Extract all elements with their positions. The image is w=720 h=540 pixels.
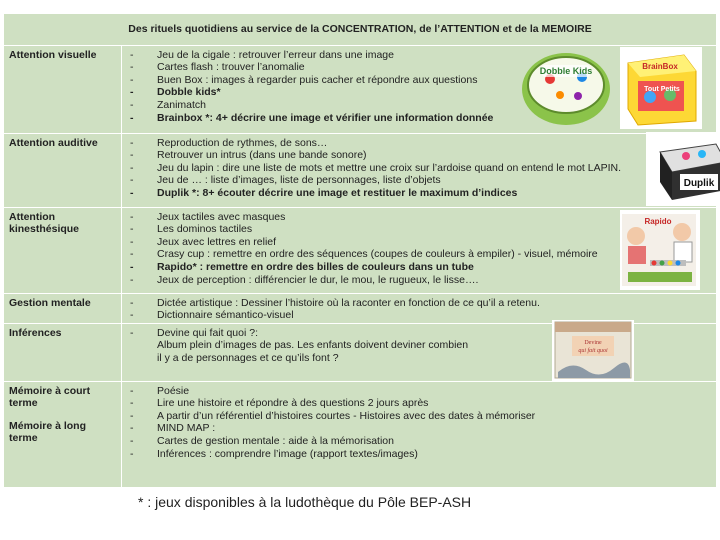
list-item: - Jeu du lapin : dire une liste de mots et mettre une croix sur l’ardoise quand on entend le mot LAPIN. [130, 161, 622, 174]
list-item: - Dobble kids* [130, 86, 221, 99]
list-item: - Zanimatch [130, 98, 207, 111]
category-inferences: Inférences [4, 323, 122, 381]
list-item: - Jeux de perception : différencier le dur, le mou, le rugueux, le lisse…. [130, 273, 479, 286]
list-item: - Reproduction de rythmes, de sons… [130, 136, 328, 149]
rituals-table [3, 13, 717, 488]
list-item: - Inférences : comprendre l’image (rapport textes/images) [130, 447, 418, 460]
list-item: - Retrouver un intrus (dans une bande sonore) [130, 149, 367, 162]
list-item: - A partir d’un référentiel d’histoires courtes - Histoires avec des dates à mémoriser [130, 409, 536, 422]
category-attention-visuelle: Attention visuelle [4, 45, 122, 133]
book-cover-image [552, 320, 634, 382]
list-item: - Devine qui fait quoi ?: [130, 326, 258, 339]
section-attention-visuelle [122, 45, 717, 133]
list-item: - Jeu de … : liste d’images, liste de personnages, liste d’objets [130, 174, 441, 187]
dobble-kids-image [520, 49, 612, 127]
category-gestion-mentale: Gestion mentale [4, 293, 122, 323]
list-item-continuation: il y a de personnages et ce qu’ils font ? [157, 351, 339, 364]
list-item: - Cartes flash : trouver l’anomalie [130, 61, 305, 74]
brainbox-image [620, 47, 702, 129]
list-item: - Jeu de la cigale : retrouver l’erreur dans une image [130, 48, 394, 61]
list-item: - Buen Box : images à regarder puis cacher et répondre aux questions [130, 73, 478, 86]
footnote: * : jeux disponibles à la ludothèque du Pôle BEP-ASH [138, 494, 472, 510]
section-gestion-mentale [122, 293, 717, 323]
brainbox-logo-text: BrainBox [642, 61, 678, 71]
dobble-logo-text: Dobble Kids [539, 65, 593, 76]
section-attention-kinesthesique [122, 207, 717, 293]
rapido-image [620, 210, 700, 290]
list-item: - Poésie [130, 384, 190, 397]
list-item: - Rapido* : remettre en ordre des billes de couleurs dans un tube [130, 260, 474, 273]
list-item: - MIND MAP : [130, 422, 216, 435]
list-item: - Dictée artistique : Dessiner l’histoire où la raconter en fonction de ce qu’il a retenu. [130, 296, 540, 309]
duplik-logo-text: Duplik [683, 177, 715, 189]
list-item: - Jeux tactiles avec masques [130, 210, 286, 223]
book-cover-title-text: qui fait quoi [578, 347, 608, 354]
brainbox-sub-text: Tout Petits [644, 85, 680, 93]
list-item: - Les dominos tactiles [130, 223, 253, 236]
book-cover-top-text: Devine [584, 339, 602, 346]
list-item: - Cartes de gestion mentale : aide à la mémorisation [130, 434, 394, 447]
section-attention-auditive [122, 133, 717, 207]
list-item: - Lire une histoire et répondre à des questions 2 jours après [130, 397, 429, 410]
list-item: - Jeux avec lettres en relief [130, 235, 277, 248]
list-item-continuation: Album plein d’images de pas. Les enfants doivent deviner combien [157, 339, 469, 352]
category-attention-kinesthesique: Attention kinesthésique [4, 207, 122, 293]
list-item: - Brainbox *: 4+ décrire une image et vérifier une information donnée [130, 111, 494, 124]
section-inferences [122, 323, 717, 381]
rapido-logo-text: Rapido [644, 216, 672, 226]
list-item: - Dictionnaire sémantico-visuel [130, 309, 294, 322]
section-memoire [122, 381, 717, 487]
category-memoire: Mémoire à court terme Mémoire à long terme [4, 381, 122, 487]
list-item: - Crasy cup : remettre en ordre des séquences (coupes de couleurs à empiler) - visuel, mémoire [130, 248, 598, 261]
list-item: - Duplik *: 8+ écouter décrire une image et restituer le maximum d’indices [130, 186, 518, 199]
table-title: Des rituels quotidiens au service de la CONCENTRATION, de l’ATTENTION et de la MEMOIRE [4, 14, 717, 46]
duplik-image [646, 132, 720, 206]
category-attention-auditive: Attention auditive [4, 133, 122, 207]
